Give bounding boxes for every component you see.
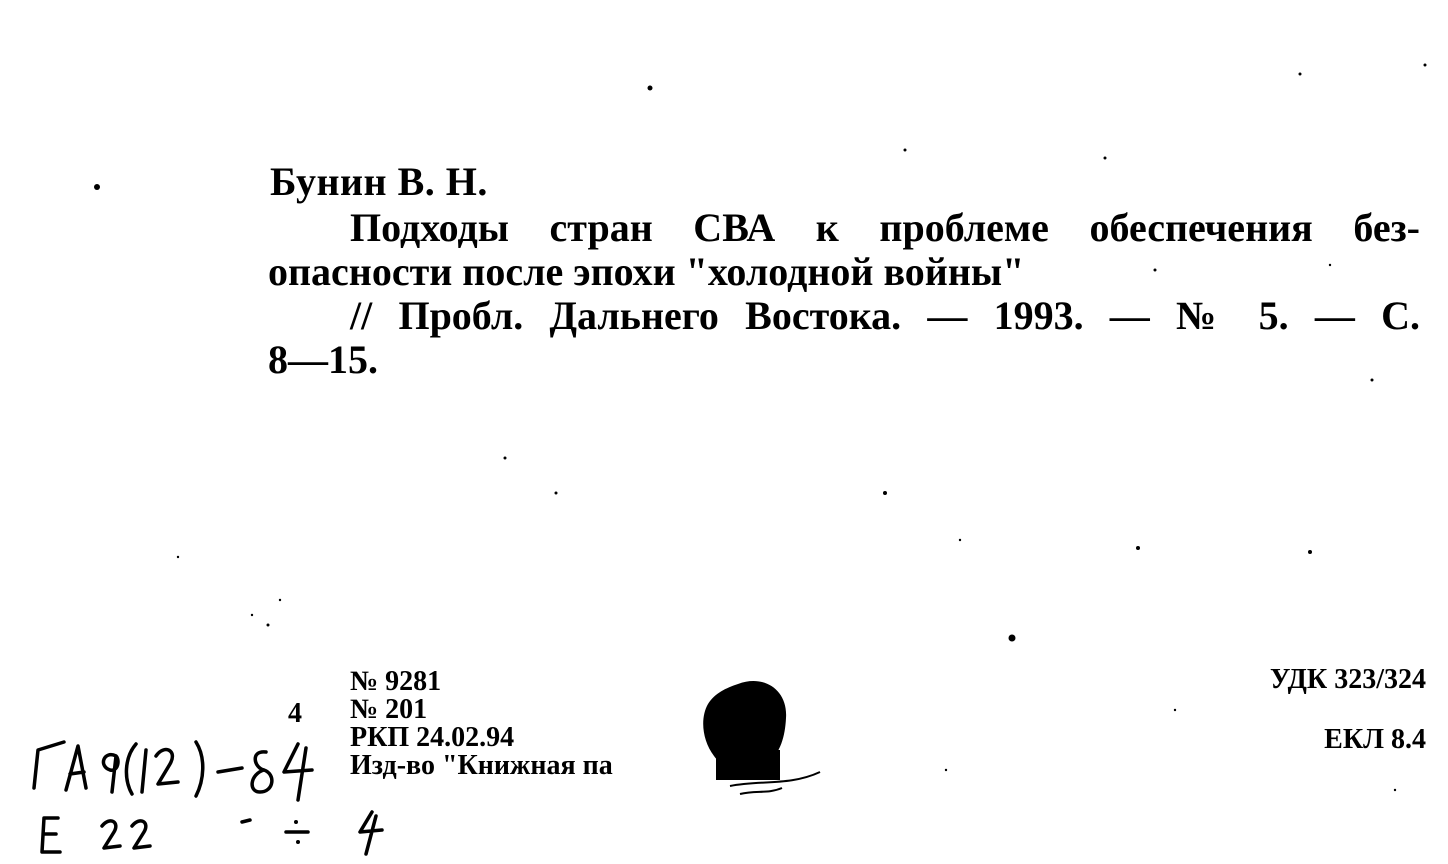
entry-body (268, 206, 1420, 382)
title-line-1: Подходы стран СВА к проблеме обеспечения без- (350, 205, 1420, 250)
print-number: № 201 (350, 694, 428, 725)
rkp-date: РКП 24.02.94 (350, 722, 515, 753)
udk-code: УДК 323/324 (1269, 664, 1426, 695)
source-line-1: // Пробл. Дальнего Востока. — 1993. — № 5. — С. (350, 293, 1420, 338)
ekl-code: ЕКЛ 8.4 (1324, 724, 1426, 755)
author-heading: Бунин В. Н. (270, 159, 488, 204)
source-line-2: 8—15. (268, 337, 378, 382)
order-number: № 9281 (350, 666, 442, 697)
title-line-2: опасности после эпохи "холодной войны" (268, 249, 1025, 294)
handwritten-note (20, 720, 400, 860)
copies-count: 4 (288, 698, 302, 729)
ink-stamp (690, 676, 830, 806)
publisher: Изд-во "Книжная па (350, 750, 613, 781)
